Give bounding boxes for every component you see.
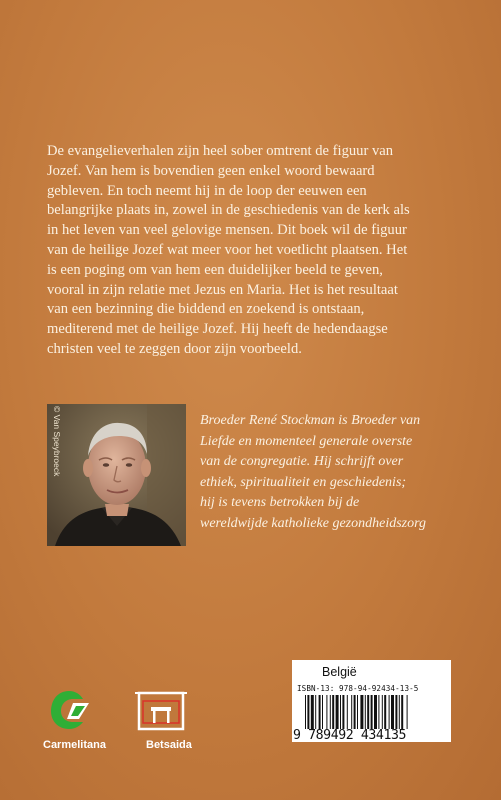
barcode-bar — [407, 695, 408, 729]
blurb-line: belangrijke plaats in, zowel in de geschiedenis van de kerk als — [47, 202, 410, 219]
barcode-bar — [319, 695, 321, 729]
barcode-bar — [360, 695, 363, 729]
barcode-bar — [322, 695, 323, 729]
blurb-line: christen veel te zeggen door zijn voorbeeld. — [47, 340, 302, 357]
barcode-bar — [342, 695, 344, 729]
blurb-text — [47, 142, 452, 360]
author-portrait-image — [47, 404, 186, 546]
author-bio — [200, 411, 470, 534]
blurb-line: mediterend met de heilige Jozef. Hij heeft de hedendaagse — [47, 321, 388, 338]
barcode-bar — [374, 695, 377, 729]
barcode-country: België — [322, 665, 357, 679]
blurb-line: in het leven van veel gelovige mensen. Dit boek wil de figuur — [47, 222, 407, 239]
barcode-bar — [391, 695, 394, 729]
barcode-bar — [395, 695, 397, 729]
barcode-bar — [357, 695, 358, 729]
blurb-line: is een poging om van hem een duidelijker beeld te geven, — [47, 261, 383, 278]
photo-credit — [47, 404, 63, 546]
barcode-digits: 9 789492 434135 — [293, 728, 407, 743]
author-bio-line: wereldwijde katholieke gezondheidszorg — [200, 515, 427, 531]
barcode-bar — [367, 695, 369, 729]
publisher-name-betsaida: Betsaida — [146, 739, 192, 751]
barcode-bar — [332, 695, 334, 729]
barcode-bar — [384, 695, 386, 729]
barcode-bars — [305, 695, 445, 729]
barcode-bar — [389, 695, 390, 729]
blurb-line: van een bezinning die biddend en zoekend is ontstaan, — [47, 301, 365, 318]
barcode-bar — [378, 695, 379, 729]
author-bio-line: van de congregatie. Hij schrijft over — [200, 454, 404, 469]
barcode-bar — [336, 695, 339, 729]
author-bio-line: ethiek, spiritualiteit en geschiedenis; — [200, 474, 407, 490]
barcode-bar — [311, 695, 314, 729]
author-photo — [47, 404, 186, 546]
barcode-bar — [401, 695, 403, 729]
barcode-bar — [326, 695, 327, 729]
barcode-bar — [399, 695, 400, 729]
photo-credit-text: © Van Speybroeck — [52, 406, 62, 477]
author-bio-line: hij is tevens betrokken bij de — [200, 495, 360, 510]
barcode-bar — [347, 695, 348, 729]
barcode-bar — [351, 695, 352, 729]
isbn-text: ISBN-13: 978-94-92434-13-5 — [297, 684, 419, 693]
blurb-line: van de heilige Jozef wat meer voor het voetlicht plaatsen. Het — [47, 241, 408, 258]
author-bio-line: Liefde en momenteel generale overste — [200, 433, 413, 449]
barcode-bar — [365, 695, 366, 729]
barcode-bar — [371, 695, 373, 729]
publisher-name-carmelitana: Carmelitana — [43, 739, 106, 751]
betsaida-logo-icon — [133, 689, 189, 735]
author-bio-line: Broeder René Stockman is Broeder van — [200, 413, 421, 428]
blurb-line: vooral in zijn relatie met Jezus en Maria. Het is het resultaat — [47, 281, 398, 298]
barcode-bar — [382, 695, 383, 729]
barcode-bar — [307, 695, 309, 729]
barcode-bar — [340, 695, 341, 729]
blurb-line: Jozef. Van hem is bovendien geen enkel woord bewaard — [47, 162, 375, 179]
barcode-bar — [330, 695, 331, 729]
blurb-line: De evangelieverhalen zijn heel sober omtrent de figuur van — [47, 143, 394, 159]
barcode-bar — [315, 695, 316, 729]
blurb-line: gebleven. En toch neemt hij in de loop der eeuwen een — [47, 182, 367, 199]
carmelitana-logo-icon — [49, 689, 91, 731]
barcode-bar — [305, 695, 306, 729]
barcode-bar — [354, 695, 356, 729]
